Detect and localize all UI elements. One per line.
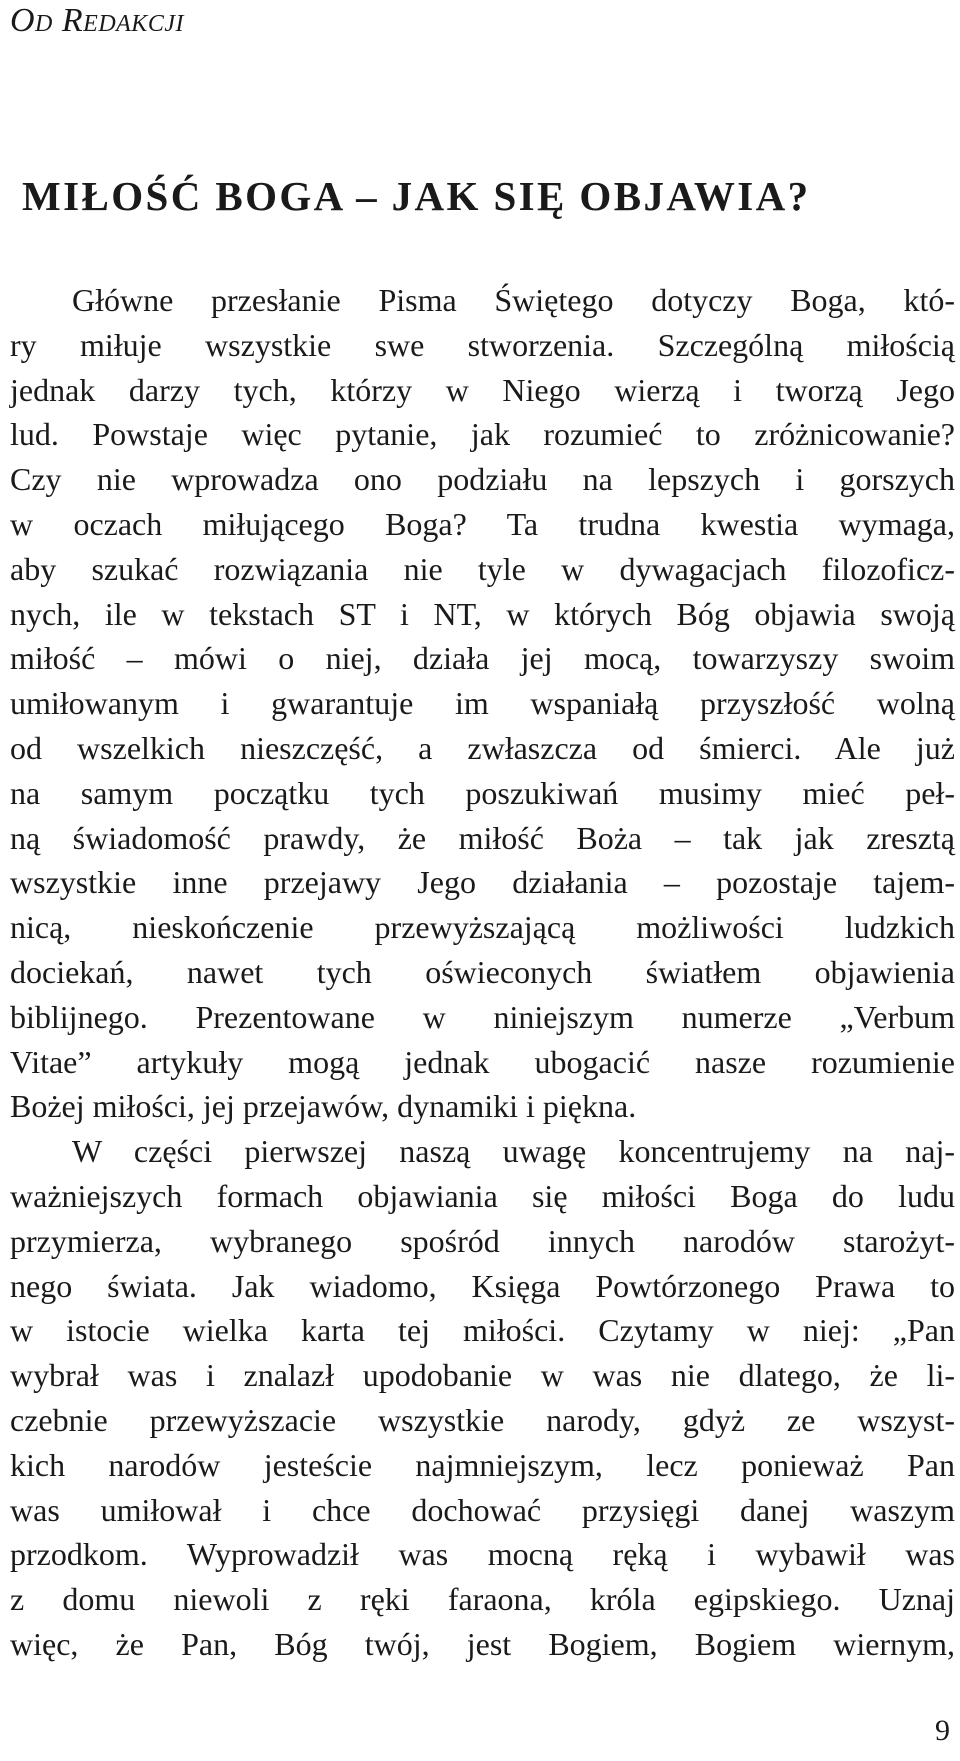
body-line: w oczach miłującego Boga? Ta trudna kwestia wymaga, — [10, 505, 955, 542]
body-line: ważniejszych formach objawiania się miłości Boga do ludu — [10, 1177, 955, 1214]
page-number: 9 — [935, 1714, 950, 1747]
body-line: kich narodów jesteście najmniejszym, lecz ponieważ Pan — [10, 1446, 955, 1483]
body-line: aby szukać rozwiązania nie tyle w dywagacjach filozoficz- — [10, 550, 955, 587]
body-line: nego świata. Jak wiadomo, Księga Powtórzonego Prawa to — [10, 1267, 955, 1304]
article-body — [10, 278, 955, 1667]
body-line: wybrał was i znalazł upodobanie w was nie dlatego, że li- — [10, 1357, 955, 1394]
body-line: jednak darzy tych, którzy w Niego wierzą i tworzą Jego — [10, 371, 955, 408]
body-line: ry miłuje wszystkie swe stworzenia. Szczególną miłością — [10, 326, 955, 363]
body-line: W części pierwszej naszą uwagę koncentrujemy na naj- — [72, 1133, 955, 1170]
body-line: czebnie przewyższacie wszystkie narody, gdyż ze wszyst- — [10, 1401, 955, 1438]
body-line: przodkom. Wyprowadził was mocną ręką i wybawił was — [10, 1536, 955, 1573]
body-line: Czy nie wprowadza ono podziału na lepszych i gorszych — [10, 461, 955, 498]
body-line: od wszelkich nieszczęść, a zwłaszcza od śmierci. Ale już — [10, 729, 955, 766]
body-line: miłość – mówi o niej, działa jej mocą, towarzyszy swoim — [10, 640, 955, 677]
body-line: więc, że Pan, Bóg twój, jest Bogiem, Bogiem wiernym, — [10, 1625, 955, 1662]
body-line: Bożej miłości, jej przejawów, dynamiki i piękna. — [10, 1088, 637, 1125]
body-line: na samym początku tych poszukiwań musimy mieć peł- — [10, 774, 955, 811]
body-line: nych, ile w tekstach ST i NT, w których Bóg objawia swoją — [10, 595, 955, 632]
body-line: wszystkie inne przejawy Jego działania – pozostaje tajem- — [10, 864, 955, 901]
body-line: w istocie wielka karta tej miłości. Czytamy w niej: „Pan — [10, 1312, 955, 1349]
body-line: lud. Powstaje więc pytanie, jak rozumieć to zróżnicowanie? — [10, 416, 955, 453]
body-line: biblijnego. Prezentowane w niniejszym numerze „Verbum — [10, 998, 955, 1035]
body-line: ną świadomość prawdy, że miłość Boża – tak jak zresztą — [10, 819, 955, 856]
body-line: was umiłował i chce dochować przysięgi danej waszym — [10, 1491, 955, 1528]
body-line: przymierza, wybranego spośród innych narodów starożyt- — [10, 1222, 955, 1259]
body-line: Główne przesłanie Pisma Świętego dotyczy Boga, któ- — [72, 282, 955, 318]
body-line: umiłowanym i gwarantuje im wspaniałą przyszłość wolną — [10, 685, 955, 722]
body-line: z domu niewoli z ręki faraona, króla egipskiego. Uznaj — [10, 1581, 955, 1618]
article-title: MIŁOŚĆ BOGA – JAK SIĘ OBJAWIA? — [22, 173, 811, 220]
section-label: Od Redakcji — [10, 2, 184, 39]
body-line: Vitae” artykuły mogą jednak ubogacić nasze rozumienie — [10, 1043, 955, 1080]
body-line: dociekań, nawet tych oświeconych światłem objawienia — [10, 953, 955, 990]
body-line: nicą, nieskończenie przewyższającą możliwości ludzkich — [10, 909, 955, 946]
